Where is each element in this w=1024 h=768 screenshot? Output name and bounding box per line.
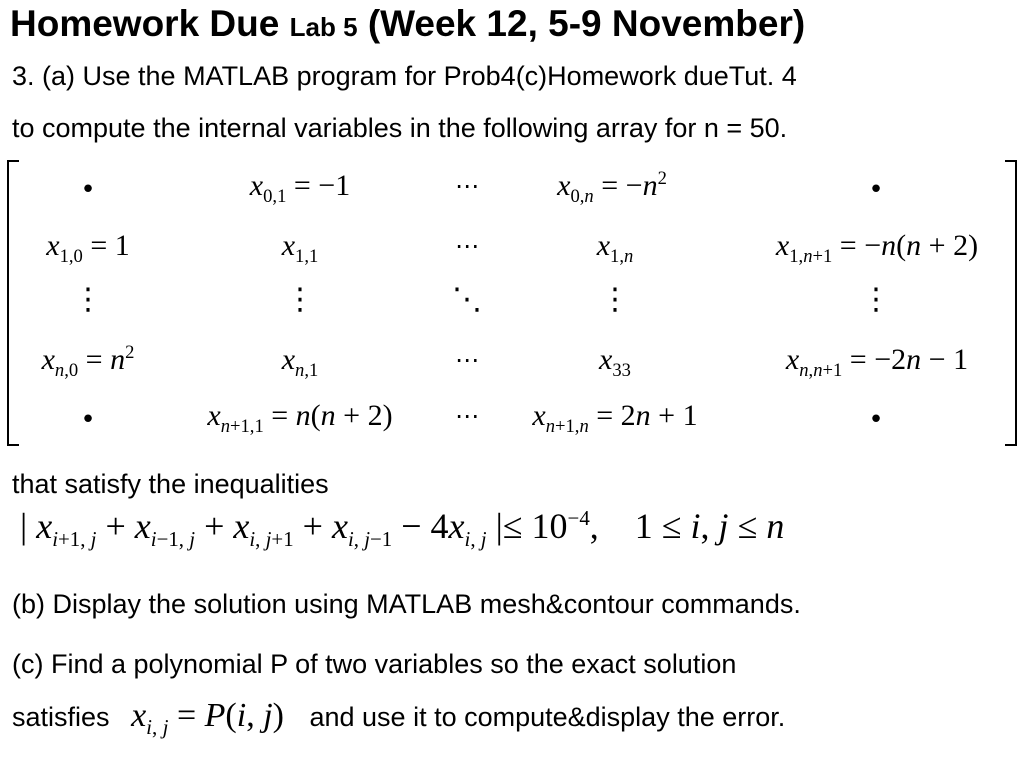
left-bracket: [7, 160, 19, 446]
matrix-cell-r5c2: $x_{n+1,1} = n(n + 2)$: [207, 399, 393, 437]
title-part-1: Homework Due: [10, 3, 290, 44]
part-c-line-2: [12, 697, 786, 739]
matrix-cell-r5c3: ⋯: [455, 402, 479, 430]
matrix-cell-r5c4: $x_{n+1,n} = 2n + 1$: [532, 399, 698, 437]
matrix-cell-r2c4: $x_{1,n}$: [596, 229, 634, 267]
matrix-cell-r2c5: $x_{1,n+1} = -n(n + 2)$: [775, 229, 979, 267]
right-bracket: [1005, 160, 1017, 446]
matrix-cell-r3c5: ⋮: [861, 282, 891, 317]
problem-line-1: 3. (a) Use the MATLAB program for Prob4(c)Homework dueTut. 4: [12, 61, 797, 91]
matrix-cell-r4c2: $x_{n,1}$: [281, 343, 319, 381]
satisfy-text: that satisfy the inequalities: [12, 469, 329, 499]
matrix-cell-r5c5: •: [868, 405, 884, 435]
matrix-cell-r2c3: ⋯: [455, 232, 479, 260]
matrix-cell-r1c1: •: [80, 175, 96, 205]
matrix-cell-r4c1: $x_{n,0} = n^2$: [41, 342, 135, 381]
matrix-cell-r1c4: $x_{0,n} = -n^2$: [557, 168, 667, 207]
matrix-cell-r3c1: ⋮: [73, 282, 103, 317]
title-part-3: (Week 12, 5-9 November): [357, 3, 806, 44]
slide-title: [10, 2, 805, 49]
matrix-cell-r4c3: ⋯: [455, 346, 479, 374]
part-b-text: (b) Display the solution using MATLAB mesh&contour commands.: [12, 589, 801, 619]
polynomial-equation: $x_{i, j} = P(i$, j): [131, 697, 284, 739]
part-c-line-1: (c) Find a polynomial P of two variables so the exact solution: [12, 649, 737, 679]
matrix-cell-r2c2: $x_{1,1}$: [281, 229, 319, 267]
title-part-2: Lab 5: [289, 12, 358, 42]
part-c-suffix: and use it to compute&display the error.: [309, 702, 786, 732]
matrix-cell-r5c1: •: [80, 405, 96, 435]
problem-line-2: to compute the internal variables in the following array for n = 50.: [12, 113, 788, 143]
matrix-cell-r4c4: $x_{33}$: [599, 343, 631, 381]
part-c-prefix: satisfies: [12, 702, 110, 732]
matrix-cell-r3c2: ⋮: [285, 282, 315, 317]
matrix-cell-r1c2: $x_{0,1} = -1$: [249, 169, 351, 207]
matrix-cell-r3c3: ⋱: [452, 282, 482, 317]
matrix-cell-r2c1: $x_{1,0} = 1$: [46, 229, 130, 267]
matrix-cell-r4c5: $x_{n,n+1} = -2n - 1$: [785, 343, 969, 381]
inequality-equation: | $x_{i+1, j} + x_{i-1, j} + x_{i, j+1} + x_{i, j-1} - 4x_{i, j}$ |≤ $10^{-4}$, 1 ≤ i, j ≤ n: [20, 506, 785, 552]
matrix-cell-r1c3: ⋯: [455, 172, 479, 200]
matrix-cell-r3c4: ⋮: [600, 282, 630, 317]
matrix-cell-r1c5: •: [868, 175, 884, 205]
